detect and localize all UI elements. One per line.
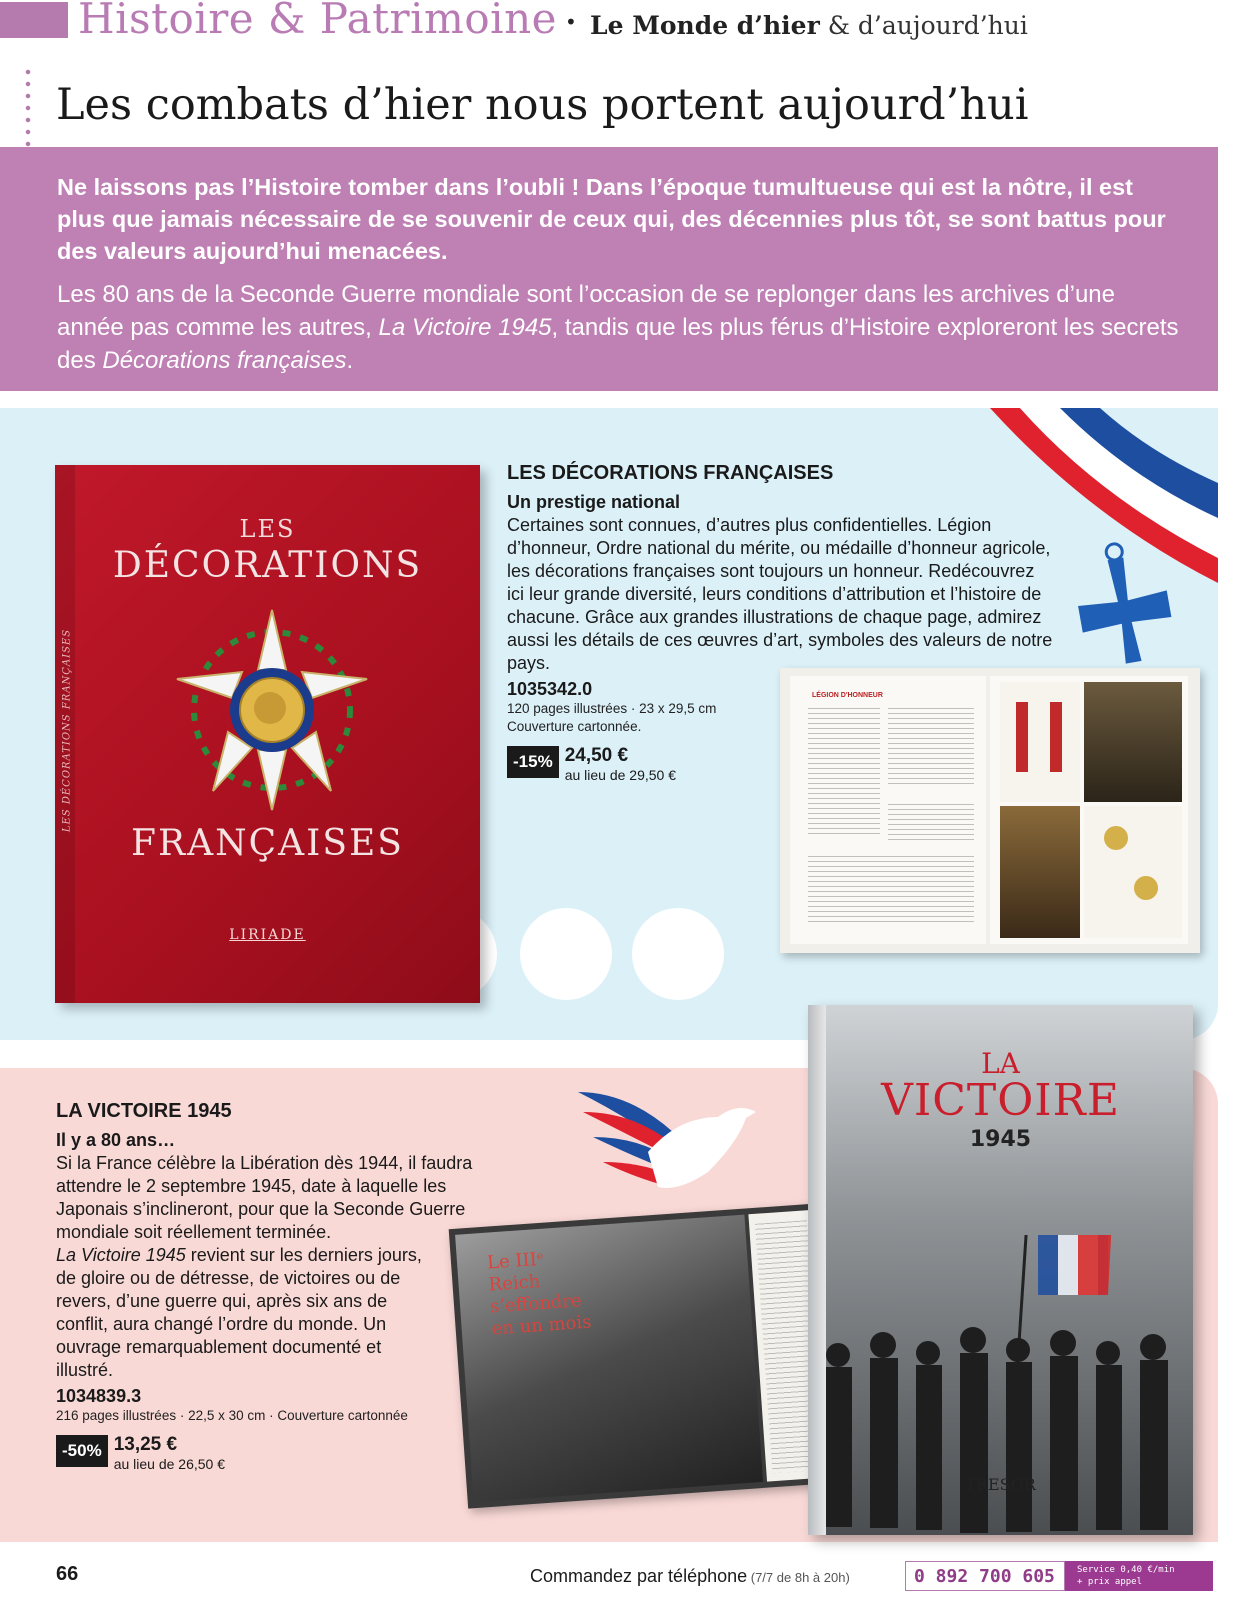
page-number: 66 [56,1563,79,1585]
product1-price: 24,50 € [564,745,629,766]
service-cost: Service 0,40 €/min [1077,1565,1175,1575]
discount-badge: -15% [507,746,559,778]
book-cover-victoire [808,1005,1193,1535]
section-title: Histoire & Patrimoine [78,0,557,43]
product2-reference: 1034839.3 [56,1386,142,1406]
product1-description [507,514,1067,675]
product1-description-text: Certaines sont connues, d’autres plus confidentielles. Légion d’honneur, Ordre national du mérite, ou médaille d’honneur agricole, les décorations françaises sont toujours un honneur. Redécouvrez ici leur grande diversité, leurs conditions d’attribution et l’histoire de chacune. Grâce aux grandes illustrations de chaque page, admirez aussi les détails de ces œuvres d’art, symboles des valeurs de notre pays. [507,515,1053,673]
intro-text-part: , tandis que les plus férus d’Histoire exploreront les secrets des [57,314,1179,374]
cover-line-1: LES [239,515,296,543]
book-cover-decorations [55,465,480,1003]
product1-title: LES DÉCORATIONS FRANÇAISES [507,462,834,484]
intro-italic-title: Décorations françaises [102,347,347,374]
subsection-title [590,11,1028,40]
product2-spec: 216 pages illustrées · 22,5 x 30 cm · Couverture cartonnée [56,1408,408,1423]
product2-old-price: au lieu de 26,50 € [113,1456,226,1472]
cover-line-2: DÉCORATIONS [112,545,423,586]
order-by-phone [530,1566,850,1587]
phone-number[interactable]: 0 892 700 605 [905,1561,1065,1591]
cover-line-1: LA [981,1047,1020,1080]
header-bar [0,2,68,38]
product1-spec: Couverture cartonnée. [507,719,642,734]
product1-subtitle: Un prestige national [507,492,681,512]
legion-honneur-medal-icon [167,605,377,815]
header-bullet: • [565,10,577,34]
spread-title: Le IIIᵉ Reich s’effondre en un mois [486,1248,593,1340]
cover-line-3: 1945 [969,1127,1032,1152]
order-text: Commandez par téléphone [530,1566,748,1586]
subsection-rest: & d’aujourd’hui [819,11,1028,40]
intro-text-part: . [346,347,354,374]
cover-line-2: VICTOIRE [881,1075,1120,1126]
dove-icon [578,1082,768,1212]
product2-description-text: Si la France célèbre la Libération dès 1944, il faudra attendre le 2 septembre 1945, date à laquelle les Japonais s’inclineront, pour que la Seconde Guerre mondiale soit réellement terminée. [56,1153,473,1242]
intro-bold-text: Ne laissons pas l’Histoire tomber dans l’oubli ! Dans l’époque tumultueuse qui est la nôtre, il est plus que jamais nécessaire de se souvenir de ceux qui, des décennies plus tôt, se sont battus pour des valeurs aujourd’hui menacées. [57,174,1166,264]
intro-text [57,278,1187,377]
discount-badge: -50% [56,1435,108,1467]
cover-publisher: TRESOR [965,1475,1036,1494]
intro-italic-title: La Victoire 1945 [378,314,552,341]
product1-reference: 1035342.0 [507,679,593,699]
book-spread-decorations [780,668,1200,953]
order-hours: (7/7 de 8h à 20h) [747,1570,850,1585]
intro-text-part: Les 80 ans de la Seconde Guerre mondiale sont l’occasion de se replonger dans les archives d’une année pas comme les autres, [57,281,1115,341]
product1-old-price: au lieu de 29,50 € [564,767,677,783]
spread-left-page [790,676,986,944]
service-cost-badge [1065,1561,1213,1591]
product1-spec: 120 pages illustrées · 23 x 29,5 cm [507,701,717,716]
spine-title: LES DÉCORATIONS FRANÇAISES [61,628,73,833]
page-title: Les combats d’hier nous portent aujourd’hui [56,80,1029,130]
subsection-bold: Le Monde d’hier [590,11,820,40]
cover-publisher: LIRIADE [229,927,306,943]
product2-title: LA VICTOIRE 1945 [56,1100,232,1122]
book-spread-victoire [449,1203,838,1508]
service-cost-note: + prix appel [1077,1577,1143,1587]
spread-heading: LÉGION D'HONNEUR [812,692,883,699]
product2-subtitle: Il y a 80 ans… [56,1130,176,1150]
deco-circle [632,908,724,1000]
product2-price-block [56,1435,526,1473]
spread-photo-page [455,1215,763,1503]
cover-line-3: FRANÇAISES [131,823,404,864]
product2-italic-title: La Victoire 1945 [56,1245,186,1265]
deco-circle [520,908,612,1000]
intro-box [0,147,1218,391]
spread-right-page [990,676,1188,944]
product2-description-text: revient sur les derniers jours, de gloire ou de détresse, de victoires ou de revers, d’une guerre qui, après six ans de conflit, aura changé l’ordre du monde. Un ouvrage remarquablement documenté et illustré. [56,1245,422,1380]
product2-price: 13,25 € [113,1434,178,1455]
